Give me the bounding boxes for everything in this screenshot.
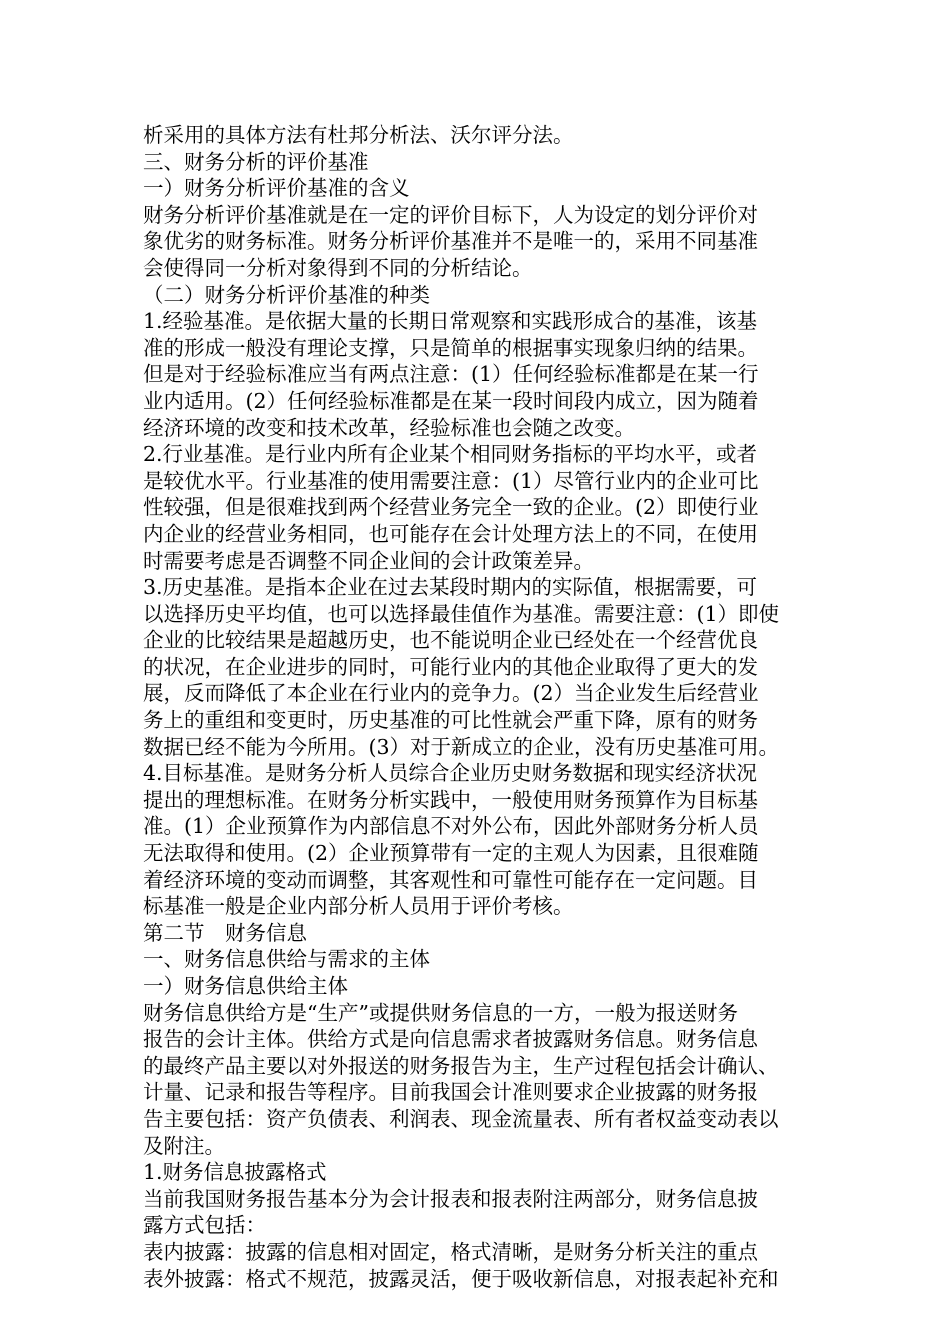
chapter-heading: 第二节 财务信息 xyxy=(143,920,307,945)
text-line: 计量、记录和报告等程序。目前我国会计准则要求企业披露的财务报 xyxy=(143,1080,758,1105)
text-line: 3.历史基准。是指本企业在过去某段时期内的实际值，根据需要，可 xyxy=(143,575,758,600)
text-line: 准的形成一般没有理论支撑，只是简单的根据事实现象归纳的结果。 xyxy=(143,335,758,360)
text-line: 象优劣的财务标准。财务分析评价基准并不是唯一的，采用不同基准 xyxy=(143,229,758,254)
item-heading: 1.财务信息披露格式 xyxy=(143,1160,327,1185)
text-line: 及附注。 xyxy=(143,1133,225,1158)
text-line: 的最终产品主要以对外报送的财务报告为主，生产过程包括会计确认、 xyxy=(143,1053,779,1078)
text-line: 时需要考虑是否调整不同企业间的会计政策差异。 xyxy=(143,548,594,573)
text-line: 提出的理想标准。在财务分析实践中，一般使用财务预算作为目标基 xyxy=(143,787,758,812)
text-line: 财务分析评价基准就是在一定的评价目标下，人为设定的划分评价对 xyxy=(143,202,758,227)
text-line: 露方式包括： xyxy=(143,1213,266,1238)
text-line: 但是对于经验标准应当有两点注意：(1）任何经验标准都是在某一行 xyxy=(143,362,759,387)
subsection-heading: 一）财务信息供给主体 xyxy=(143,974,348,998)
text-line: 性较强，但是很难找到两个经营业务完全一致的企业。(2）即使行业 xyxy=(143,495,759,520)
text-line: 1.经验基准。是依据大量的长期日常观察和实践形成合的基准，该基 xyxy=(143,309,758,334)
text-line: 着经济环境的变动而调整，其客观性和可靠性可能存在一定问题。目 xyxy=(143,867,758,892)
text-line: 表内披露：披露的信息相对固定，格式清晰，是财务分析关注的重点 xyxy=(143,1239,758,1264)
text-line: 财务信息供给方是“生产”或提供财务信息的一方，一般为报送财务 xyxy=(143,1000,738,1025)
text-line: 表外披露：格式不规范，披露灵活，便于吸收新信息，对报表起补充和 xyxy=(143,1266,779,1291)
text-line: 2.行业基准。是行业内所有企业某个相同财务指标的平均水平，或者 xyxy=(143,442,758,467)
text-line: 报告的会计主体。供给方式是向信息需求者披露财务信息。财务信息 xyxy=(143,1027,758,1052)
text-line: 是较优水平。行业基准的使用需要注意：(1）尽管行业内的企业可比 xyxy=(143,468,759,493)
text-line: 4.目标基准。是财务分析人员综合企业历史财务数据和现实经济状况 xyxy=(143,761,758,786)
document-body xyxy=(143,122,813,1292)
text-line: 展，反而降低了本企业在行业内的竞争力。(2）当企业发生后经营业 xyxy=(143,681,759,706)
text-line: 经济环境的改变和技术改革，经验标准也会随之改变。 xyxy=(143,415,635,440)
text-line: 会使得同一分析对象得到不同的分析结论。 xyxy=(143,255,533,280)
text-line: 务上的重组和变更时，历史基准的可比性就会严重下降，原有的财务 xyxy=(143,708,758,733)
text-line: 当前我国财务报告基本分为会计报表和报表附注两部分，财务信息披 xyxy=(143,1186,758,1211)
text-line: 数据已经不能为今所用。(3）对于新成立的企业，没有历史基准可用。 xyxy=(143,734,780,759)
text-line: 内企业的经营业务相同，也可能存在会计处理方法上的不同，在使用 xyxy=(143,521,758,546)
text-line: 无法取得和使用。(2）企业预算带有一定的主观人为因素，且很难随 xyxy=(143,841,759,866)
text-line: 告主要包括：资产负债表、利润表、现金流量表、所有者权益变动表以 xyxy=(143,1106,779,1131)
section-heading: 一、财务信息供给与需求的主体 xyxy=(143,947,430,972)
text-line: 析采用的具体方法有杜邦分析法、沃尔评分法。 xyxy=(143,123,574,147)
text-line: 标基准一般是企业内部分析人员用于评价考核。 xyxy=(143,894,574,919)
text-line: 以选择历史平均值，也可以选择最佳值作为基准。需要注意：(1）即使 xyxy=(143,601,780,626)
section-heading: 三、财务分析的评价基准 xyxy=(143,149,369,174)
text-line: 准。(1）企业预算作为内部信息不对外公布，因此外部财务分析人员 xyxy=(143,814,759,839)
text-line: 业内适用。(2）任何经验标准都是在某一段时间段内成立，因为随着 xyxy=(143,388,759,413)
subsection-heading: 一）财务分析评价基准的含义 xyxy=(143,176,410,201)
text-line: 企业的比较结果是超越历史，也不能说明企业已经处在一个经营优良 xyxy=(143,628,758,653)
subsection-heading: （二）财务分析评价基准的种类 xyxy=(143,282,430,307)
text-line: 的状况，在企业进步的同时，可能行业内的其他企业取得了更大的发 xyxy=(143,654,758,679)
